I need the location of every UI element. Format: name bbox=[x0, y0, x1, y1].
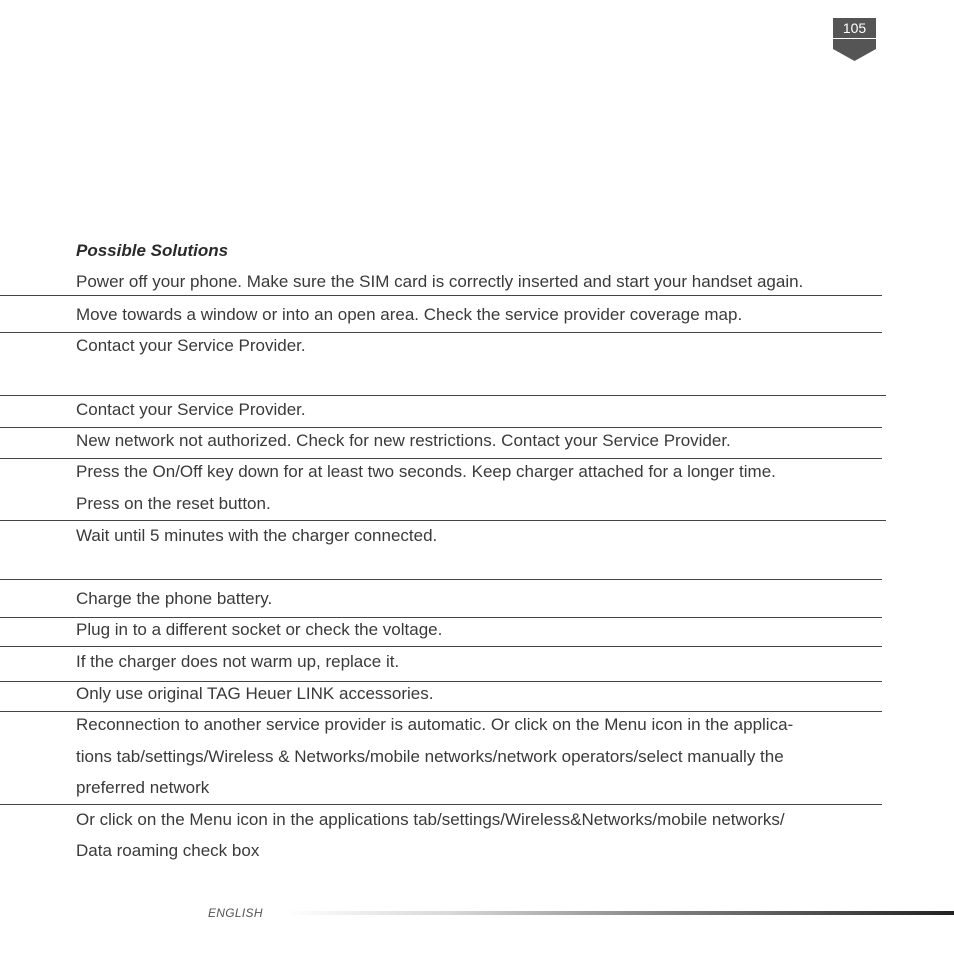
row-divider bbox=[0, 711, 882, 712]
solution-text: Power off your phone. Make sure the SIM card is correctly inserted and start your handset again. bbox=[76, 272, 804, 291]
solution-text: Wait until 5 minutes with the charger connected. bbox=[76, 526, 438, 545]
row-divider bbox=[0, 681, 882, 682]
row-divider bbox=[0, 395, 886, 396]
row-divider bbox=[0, 332, 882, 333]
row-divider bbox=[0, 804, 882, 805]
row-divider bbox=[0, 458, 882, 459]
solution-text: Only use original TAG Heuer LINK accessories. bbox=[76, 684, 434, 703]
footer-language-label: ENGLISH bbox=[208, 906, 263, 920]
solution-text: Contact your Service Provider. bbox=[76, 400, 306, 419]
solution-text: Reconnection to another service provider is automatic. Or click on the Menu icon in the applica- bbox=[76, 715, 794, 734]
solution-text: Charge the phone battery. bbox=[76, 589, 273, 608]
solution-text: Data roaming check box bbox=[76, 841, 260, 860]
solution-text: preferred network bbox=[76, 778, 210, 797]
chevron-down-icon bbox=[833, 39, 876, 61]
solution-text: Or click on the Menu icon in the applications tab/settings/Wireless&Networks/mobile networks/ bbox=[76, 810, 785, 829]
page-number: 105 bbox=[833, 18, 876, 38]
solution-text: If the charger does not warm up, replace it. bbox=[76, 652, 400, 671]
solution-text: Move towards a window or into an open area. Check the service provider coverage map. bbox=[76, 305, 743, 324]
row-divider bbox=[0, 646, 882, 647]
solution-text: tions tab/settings/Wireless & Networks/mobile networks/network operators/select manually the bbox=[76, 747, 784, 766]
row-divider bbox=[0, 617, 882, 618]
row-divider bbox=[0, 520, 886, 521]
section-heading: Possible Solutions bbox=[76, 241, 229, 260]
page-number-badge bbox=[833, 18, 876, 61]
solution-text: New network not authorized. Check for new restrictions. Contact your Service Provider. bbox=[76, 431, 731, 450]
solution-text: Press the On/Off key down for at least two seconds. Keep charger attached for a longer time. bbox=[76, 462, 776, 481]
solution-text: Contact your Service Provider. bbox=[76, 336, 306, 355]
row-divider bbox=[0, 579, 882, 580]
footer-gradient-bar bbox=[284, 911, 954, 915]
solution-text: Plug in to a different socket or check the voltage. bbox=[76, 620, 443, 639]
row-divider bbox=[0, 427, 882, 428]
row-divider bbox=[0, 295, 882, 296]
solution-text: Press on the reset button. bbox=[76, 494, 271, 513]
